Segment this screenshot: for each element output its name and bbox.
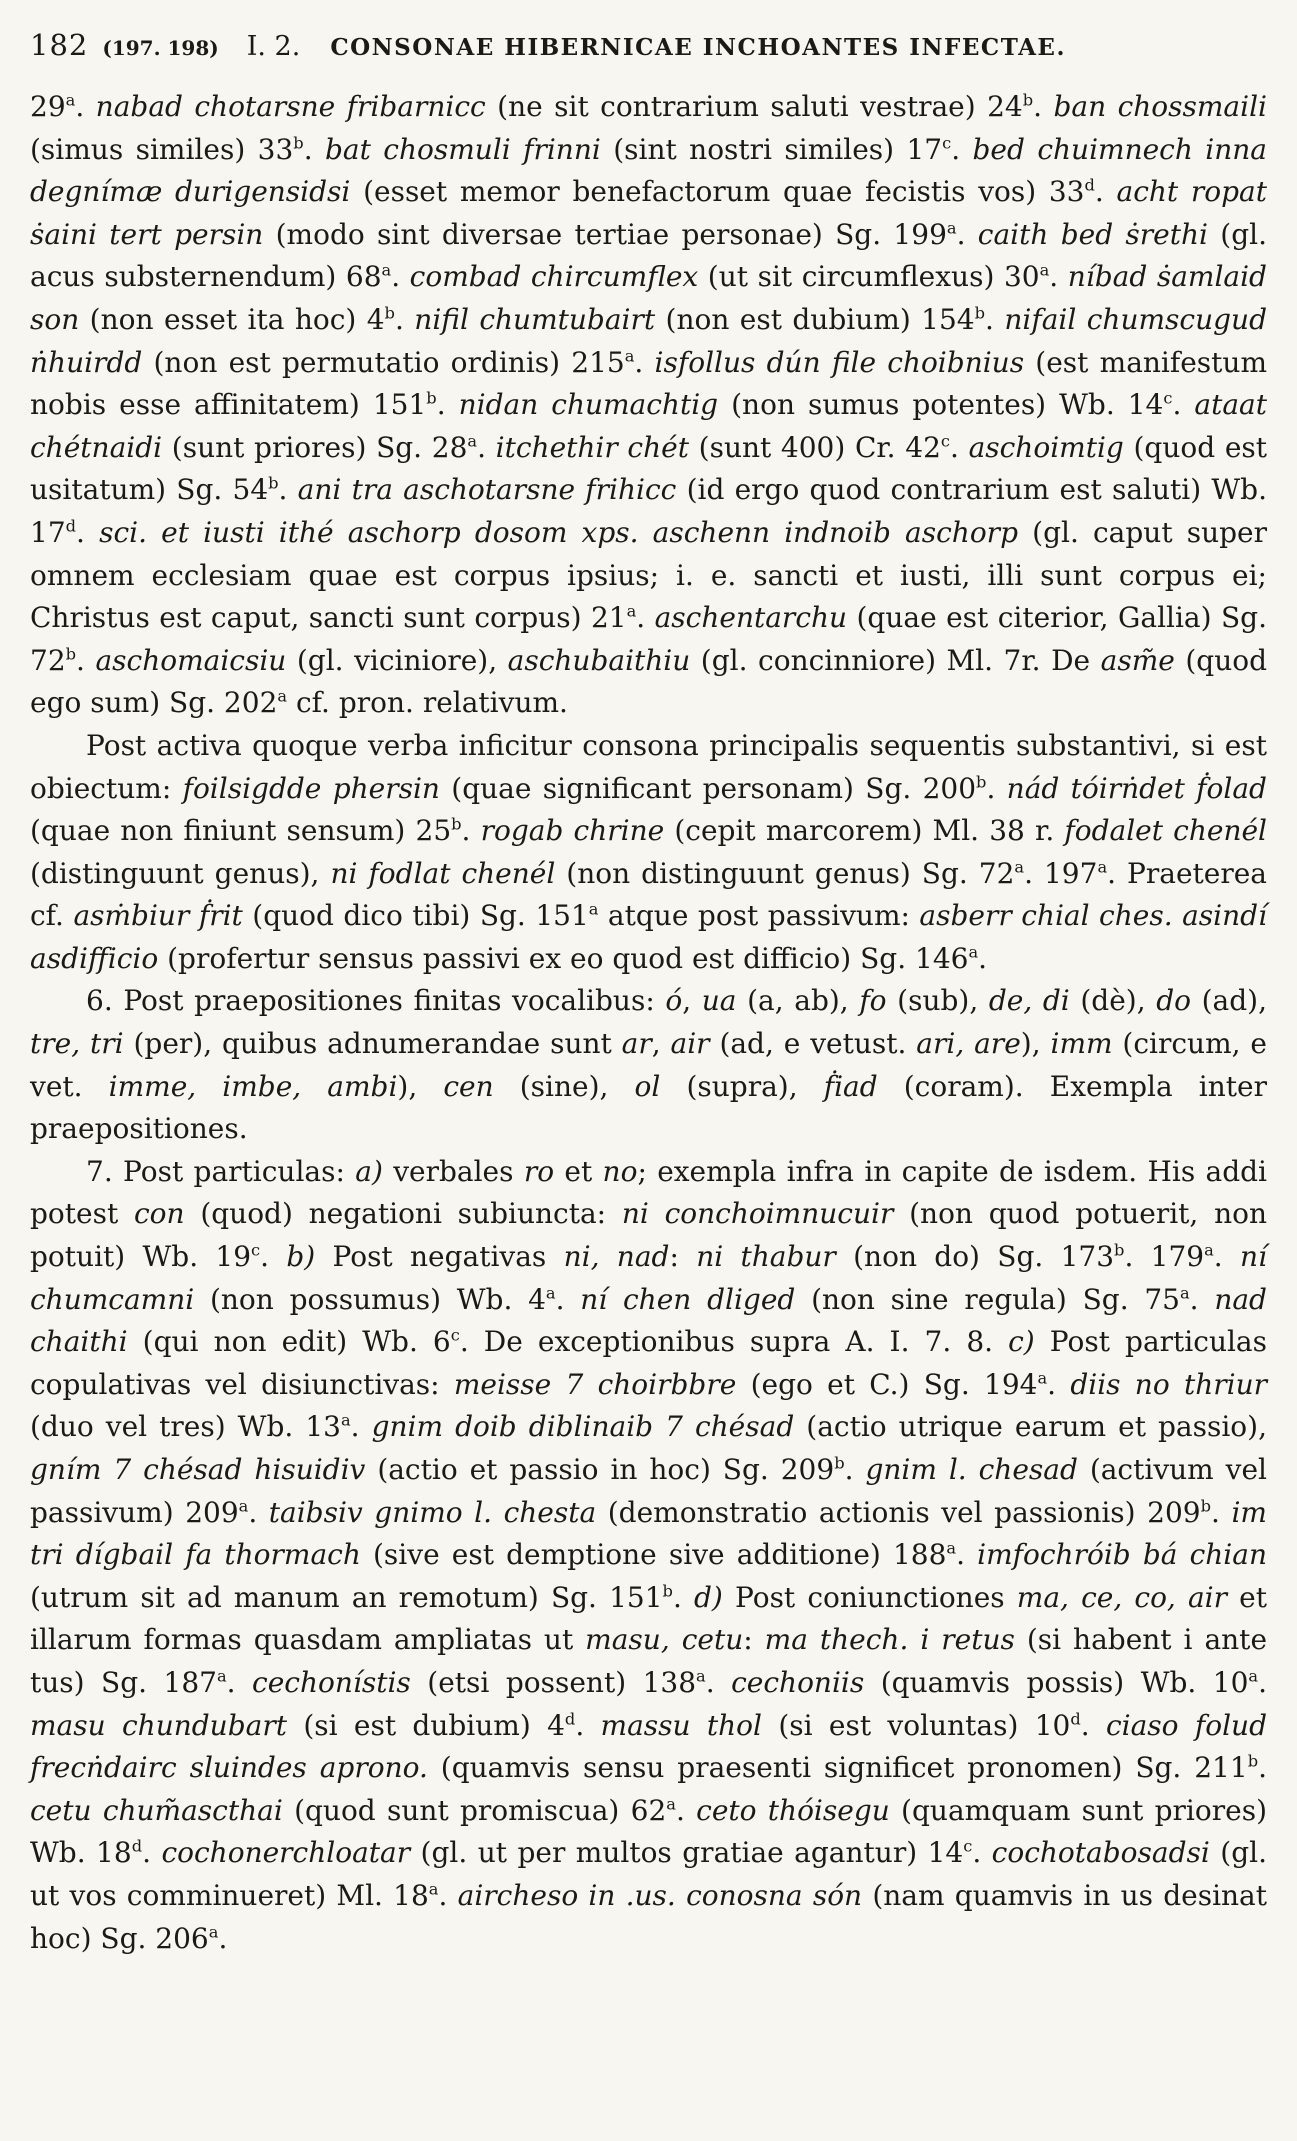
paragraph: 7. Post particulas: a) verbales ro et no; exempla infra in capite de isdem. His addi potest con (quod) negationi subiuncta: ni conchoimnucuir (non quod potuerit, non potuit) Wb. 19$^c$. b) Post negativas ni, nad: ni thabur (non do) Sg. 173$^b$. 179$^a$. ní chumcamni (non possumus) Wb. 4$^a$. ní chen dliged (non sine regula) Sg. 75$^a$. nad chaithi (qui non edit) Wb. 6$^c$. De exceptionibus supra A. I. 7. 8. c) Post particulas copulativas vel disiunctivas: meisse 7 choirbbre (ego et C.) Sg. 194$^a$. diis no thriur (duo vel tres) Wb. 13$^a$. gnim doib diblinaib 7 chésad (actio utrique earum et passio), gním 7 chésad hisuidiv (actio et passio in hoc) Sg. 209$^b$. gnim l. chesad (activum vel passivum) 209$^a$. taibsiv gnimo l. chesta (demonstratio actionis vel passionis) 209$^b$. im tri dígbail fa thormach (sive est demptione sive additione) 188$^a$. imfochróib bá chian (utrum sit ad manum an remotum) Sg. 151$^b$. d) Post coniunctiones ma, ce, co, air et illarum formas quasdam ampliatas ut masu, cetu: ma thech. i retus (si habent i ante tus) Sg. 187$^a$. cechonístis (etsi possent) 138$^a$. cechoniis (quamvis possis) Wb. 10$^a$. masu chundubart (si est dubium) 4$^d$. massu thol (si est voluntas) 10$^d$. ciaso folud frecṅdairc sluindes aprono. (quamvis sensu praesenti significet pronomen) Sg. 211$^b$. cetu chum̃ascthai (quod sunt promiscua) 62$^a$. ceto thóisegu (quamquam sunt priores) Wb. 18$^d$. cochonerchloatar (gl. ut per multos gratiae agantur) 14$^c$. cochotabosadsi (gl. ut vos comminueret) Ml. 18$^a$. aircheso in .us. conosna són (nam quamvis in us desinat hoc) Sg. 206$^a$. — [30, 1154, 1268, 1955]
paragraph: Post activa quoque verba inficitur consona principalis sequentis substantivi, si est obiectum: foilsigdde phersin (quae significant personam) Sg. 200$^b$. nád tóirṅdet ḟolad (quae non finiunt sensum) 25$^b$. rogab chrine (cepit marcorem) Ml. 38 r. fodalet chenél (distinguunt genus), ni fodlat chenél (non distinguunt genus) Sg. 72$^a$. 197$^a$. Praeterea cf. asṁbiur ḟrit (quod dico tibi) Sg. 151$^a$ atque post passivum: asberr chial ches. asindí asdifficio (profertur sensus passivi ex eo quod est difficio) Sg. 146$^a$. — [30, 728, 1268, 975]
text-block — [30, 86, 1267, 1960]
running-title: CONSONAE HIBERNICAE INCHOANTES INFECTAE. — [330, 34, 1066, 61]
column-reference: (197. 198) — [102, 36, 219, 60]
section-number: I. 2. — [246, 31, 301, 62]
page-number: 182 — [30, 28, 89, 62]
paragraph: 29$^a$. nabad chotarsne fribarnicc (ne sit contrarium saluti vestrae) 24$^b$. ban chossmaili (simus similes) 33$^b$. bat chosmuli frinni (sint nostri similes) 17$^c$. bed chuimnech inna degnímæ durigensidsi (esset memor benefactorum quae fecistis vos) 33$^d$. acht ropat ṡaini tert persin (modo sint diversae tertiae personae) Sg. 199$^a$. caith bed ṡrethi (gl. acus substernendum) 68$^a$. combad chircumflex (ut sit circumflexus) 30$^a$. níbad ṡamlaid son (non esset ita hoc) 4$^b$. nifil chumtubairt (non est dubium) 154$^b$. nifail chumscugud ṅhuirdd (non est permutatio ordinis) 215$^a$. isfollus dún file choibnius (est manifestum nobis esse affinitatem) 151$^b$. nidan chumachtig (non sumus potentes) Wb. 14$^c$. ataat chétnaidi (sunt priores) Sg. 28$^a$. itchethir chét (sunt 400) Cr. 42$^c$. aschoimtig (quod est usitatum) Sg. 54$^b$. ani tra aschotarsne frihicc (id ergo quod contrarium est saluti) Wb. 17$^d$. sci. et iusti ithé aschorp dosom xps. aschenn indnoib aschorp (gl. caput super omnem ecclesiam quae est corpus ipsius; i. e. sancti et iusti, illi sunt corpus ei; Christus est caput, sancti sunt corpus) 21$^a$. aschentarchu (quae est citerior, Gallia) Sg. 72$^b$. aschomaicsiu (gl. viciniore), aschubaithiu (gl. concinniore) Ml. 7r. De asm̃e (quod ego sum) Sg. 202$^a$ cf. pron. relativum. — [30, 90, 1268, 720]
paragraph: 6. Post praepositiones finitas vocalibus: ó, ua (a, ab), fo (sub), de, di (dè), do (ad), tre, tri (per), quibus adnumerandae sunt ar, air (ad, e vetust. ari, are), imm (circum, e vet. imme, imbe, ambi), cen (sine), ol (supra), ḟiad (coram). Exempla inter praepositiones. — [30, 984, 1267, 1146]
page-header — [30, 28, 1267, 62]
